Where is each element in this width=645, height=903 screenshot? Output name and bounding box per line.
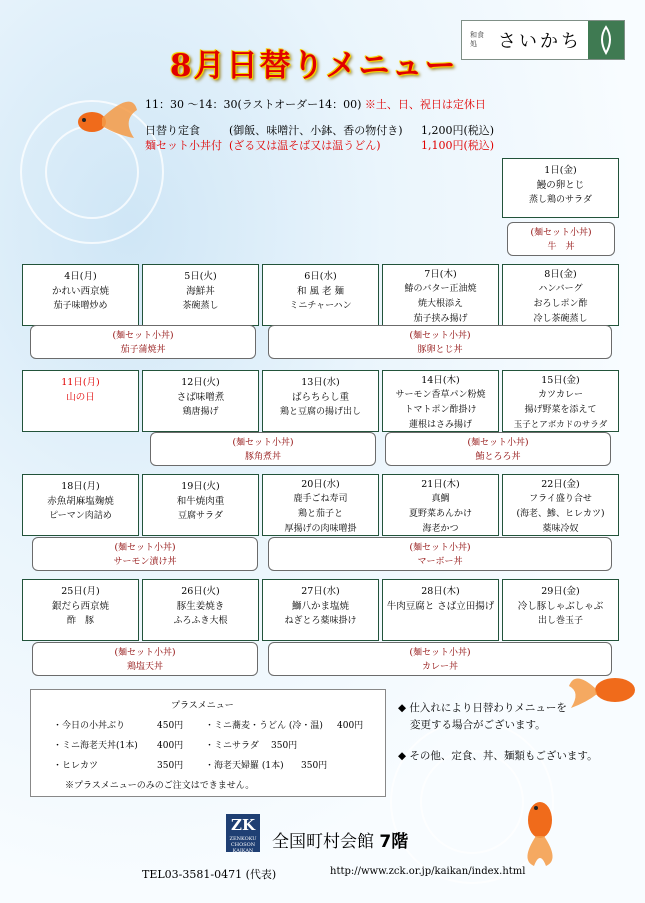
day-main: さば味噌煮 xyxy=(176,392,225,403)
hours-text: 11：30 ～14：30(ラストオーダー14：00) xyxy=(145,98,362,111)
day-side: ねぎとろ薬味掛け xyxy=(284,616,357,626)
day-cell xyxy=(382,579,499,641)
day-side: 海老かつ xyxy=(422,524,459,534)
plus-item-price: 350円 xyxy=(157,761,184,771)
plus-item-name: ・今日の小丼ぶり xyxy=(53,721,126,731)
noodle-set-pill xyxy=(268,642,612,676)
noodle-set-pill xyxy=(150,432,376,466)
day-side: 出し巻玉子 xyxy=(537,616,583,626)
noodle-set-pill xyxy=(268,325,612,359)
day-date: 18日(月) xyxy=(61,481,100,492)
noodle-set-label: (麺セット小丼) xyxy=(409,331,471,341)
plus-item-name: ・海老天婦羅 (1本) xyxy=(205,761,284,771)
day-date: 19日(火) xyxy=(181,481,220,492)
phone-number: TEL03-3581-0471 (代表) xyxy=(142,868,277,881)
day-date: 13日(水) xyxy=(301,377,340,388)
noodle-set-dish: サーモン漬け丼 xyxy=(113,557,177,567)
closed-days: ※土、日、祝日は定休日 xyxy=(364,98,486,111)
day-date: 11日(月) xyxy=(61,377,100,388)
business-hours xyxy=(145,96,486,112)
plus-item-price: 400円 xyxy=(157,741,184,751)
noodle-set-dish: 鶏塩天丼 xyxy=(126,662,163,672)
day-cell xyxy=(22,264,139,326)
day-date: 4日(月) xyxy=(64,271,97,282)
plus-menu xyxy=(30,689,386,797)
day-main: サーモン香草パン粉焼 xyxy=(395,390,486,400)
noodle-set-pill xyxy=(507,222,615,256)
website-link[interactable]: http://www.zck.or.jp/kaikan/index.html xyxy=(330,866,526,877)
day-side: 鶏と豆腐の揚げ出し xyxy=(279,407,361,417)
restaurant-logo xyxy=(461,20,625,60)
day-cell xyxy=(262,474,379,536)
day-main: 鰻の卵とじ xyxy=(536,180,585,191)
day-cell xyxy=(22,474,139,536)
day-main: カツカレー xyxy=(537,390,583,400)
day-main: 赤魚胡麻塩麹焼 xyxy=(47,496,114,507)
noodle-set-label: (麺セット小丼) xyxy=(530,228,592,238)
noodle-set-dish: マーボー丼 xyxy=(417,557,463,567)
plus-item-price: 350円 xyxy=(301,761,328,771)
day-date: 15日(金) xyxy=(541,375,580,386)
day-side: 冷し茶碗蒸し xyxy=(533,314,588,324)
noodle-set-dish: カレー丼 xyxy=(421,662,458,672)
day-date: 12日(火) xyxy=(181,377,220,388)
notice-1: ◆ 仕入れにより日替わりメニューを xyxy=(398,702,567,714)
day-side: 酢 豚 xyxy=(66,616,94,626)
plus-item-price: 400円 xyxy=(337,721,364,731)
plus-item-price: 350円 xyxy=(271,741,298,751)
zck-logo xyxy=(226,814,260,852)
day-cell xyxy=(262,264,379,326)
day-side: 玉子とアボカドのサラダ xyxy=(513,420,608,430)
day-side: 蒸し鶏のサラダ xyxy=(529,195,592,205)
day-side: 厚揚げの肉味噌掛 xyxy=(284,524,357,534)
set-contents: (御飯、味噌汁、小鉢、香の物付き) xyxy=(229,124,403,137)
day-side: トマトポン酢掛け xyxy=(404,405,477,415)
goldfish-icon xyxy=(62,80,142,160)
venue-name xyxy=(272,827,408,852)
day-cell xyxy=(142,579,259,641)
noodle-set-pill xyxy=(385,432,611,466)
day-main: 和 風 老 麺 xyxy=(296,286,345,297)
day-main: 真鯛 xyxy=(431,494,450,504)
day-main: 和牛焼肉重 xyxy=(176,496,225,507)
day-side: 揚げ野菜を添えて xyxy=(524,405,597,415)
day-date: 25日(月) xyxy=(61,586,100,597)
day-main: 鰆のバター正油焼 xyxy=(404,284,477,294)
noodle-label: 麺セット小丼付 xyxy=(145,139,222,152)
logo-name: さいかち xyxy=(498,31,582,52)
day-date: 20日(水) xyxy=(301,479,340,490)
noodle-set-dish: 牛 丼 xyxy=(547,242,575,252)
day-cell xyxy=(142,474,259,536)
day-cell xyxy=(502,158,619,218)
day-cell xyxy=(382,370,499,432)
day-cell xyxy=(502,579,619,641)
day-main: 銀だら西京焼 xyxy=(51,601,109,612)
noodle-set-label: (麺セット小丼) xyxy=(409,648,471,658)
day-side: 茄子味噌炒め xyxy=(53,301,108,311)
day-cell xyxy=(502,474,619,536)
set-price: 1,200円(税込) xyxy=(421,124,495,137)
day-date: 27日(水) xyxy=(301,586,340,597)
day-side: 鶏唐揚げ xyxy=(182,407,219,417)
noodle-contents: (ざる又は温そば又は温うどん) xyxy=(229,139,381,152)
noodle-set-pill xyxy=(32,642,258,676)
day-date: 26日(火) xyxy=(181,586,220,597)
day-side: 夏野菜あんかけ xyxy=(408,509,472,519)
day-main: 冷し豚しゃぶしゃぶ xyxy=(517,601,604,612)
goldfish-icon xyxy=(500,780,580,870)
plus-menu-note: ※プラスメニューのみのご注文はできません。 xyxy=(65,781,255,791)
day-side: 鶏と茄子と xyxy=(297,509,343,519)
notice-1-cont: 変更する場合がございます。 xyxy=(410,719,546,731)
plus-item-name: ・ヒレカツ xyxy=(53,761,99,771)
day-cell xyxy=(22,370,139,432)
day-side: 薬味冷奴 xyxy=(542,524,579,534)
day-cell xyxy=(502,264,619,326)
day-main: 鹿手ごね寿司 xyxy=(293,494,348,504)
day-cell xyxy=(142,264,259,326)
noodle-set-label: (麺セット小丼) xyxy=(232,438,294,448)
day-main: ハンバーグ xyxy=(538,284,583,294)
noodle-set-pill xyxy=(268,537,612,571)
noodle-set-pill xyxy=(32,537,258,571)
day-side: ふろふき大根 xyxy=(173,616,228,626)
day-side: 茄子挟み揚げ xyxy=(413,314,468,324)
noodle-price: 1,100円(税込) xyxy=(421,139,495,152)
day-side: 茶碗蒸し xyxy=(182,301,219,311)
set-label: 日替り定食 xyxy=(145,124,200,137)
noodle-set-dish: 鮪とろろ丼 xyxy=(475,452,521,462)
day-date: 8日(金) xyxy=(544,269,577,280)
noodle-set-label: (麺セット小丼) xyxy=(114,543,176,553)
zck-logo-text: ZENKOKU CHOSON KAIKAN xyxy=(229,836,257,854)
day-date: 28日(木) xyxy=(421,586,460,597)
day-side: 焼大根添え xyxy=(417,299,463,309)
day-cell xyxy=(502,370,619,432)
day-date: 5日(火) xyxy=(184,271,217,282)
plus-item-name: ・ミニ蕎麦・うどん (冷・温) xyxy=(205,721,323,731)
day-cell xyxy=(262,579,379,641)
day-cell xyxy=(22,579,139,641)
page-title: 8月日替りメニュー xyxy=(170,48,458,84)
day-main: 牛肉豆腐と xyxy=(386,601,435,612)
noodle-set-dish: 豚角煮丼 xyxy=(244,452,281,462)
day-date: 14日(木) xyxy=(421,375,460,386)
noodle-set-label: (麺セット小丼) xyxy=(112,331,174,341)
day-side: (海老、鯵、ヒレカツ) xyxy=(516,509,605,519)
day-cell xyxy=(382,474,499,536)
day-date: 22日(金) xyxy=(541,479,580,490)
day-cell xyxy=(382,264,499,326)
plus-item-name: ・ミニサラダ xyxy=(205,741,259,751)
day-date: 29日(金) xyxy=(541,586,580,597)
day-side: 蓮根はさみ揚げ xyxy=(408,420,472,430)
day-side: ミニチャーハン xyxy=(289,301,352,311)
noodle-set-label: (麺セット小丼) xyxy=(409,543,471,553)
day-main: フライ盛り合せ xyxy=(529,494,592,504)
plus-item-name: ・ミニ海老天丼(1本) xyxy=(53,741,138,751)
day-main: 海鮮丼 xyxy=(186,286,215,297)
noodle-set-pill xyxy=(30,325,256,359)
noodle-set-label: (麺セット小丼) xyxy=(467,438,529,448)
day-side: 豆腐サラダ xyxy=(178,511,223,521)
plus-menu-title: プラスメニュー xyxy=(171,701,234,711)
day-main: 豚生姜焼き xyxy=(176,601,225,612)
day-side: ピーマン肉詰め xyxy=(49,511,112,521)
logo-small-text: 和食処 xyxy=(470,31,484,48)
venue-text: 全国町村会館 xyxy=(272,832,374,852)
day-cell xyxy=(262,370,379,432)
day-side: さば立田揚げ xyxy=(437,601,495,612)
day-main: 鰤八かま塩焼 xyxy=(291,601,349,612)
day-date: 21日(木) xyxy=(421,479,460,490)
venue-floor: 7階 xyxy=(379,832,409,852)
day-main: かれい西京焼 xyxy=(51,286,109,297)
day-cell xyxy=(142,370,259,432)
day-date: 7日(木) xyxy=(424,269,457,280)
noodle-set-dish: 茄子蒲焼丼 xyxy=(120,345,166,355)
zck-logo-mark: ZK xyxy=(231,816,255,834)
day-date: 1日(金) xyxy=(544,165,577,176)
plus-item-price: 450円 xyxy=(157,721,184,731)
notice-2: ◆ その他、定食、丼、麺類もございます。 xyxy=(398,750,598,762)
day-main: 山の日 xyxy=(66,392,95,403)
day-main: ばらちらし重 xyxy=(291,392,349,403)
leaf-mark-icon xyxy=(588,21,624,59)
noodle-set-dish: 豚卵とじ丼 xyxy=(417,345,463,355)
day-side: おろしポン酢 xyxy=(533,299,588,309)
day-date: 6日(水) xyxy=(304,271,337,282)
noodle-set-label: (麺セット小丼) xyxy=(114,648,176,658)
